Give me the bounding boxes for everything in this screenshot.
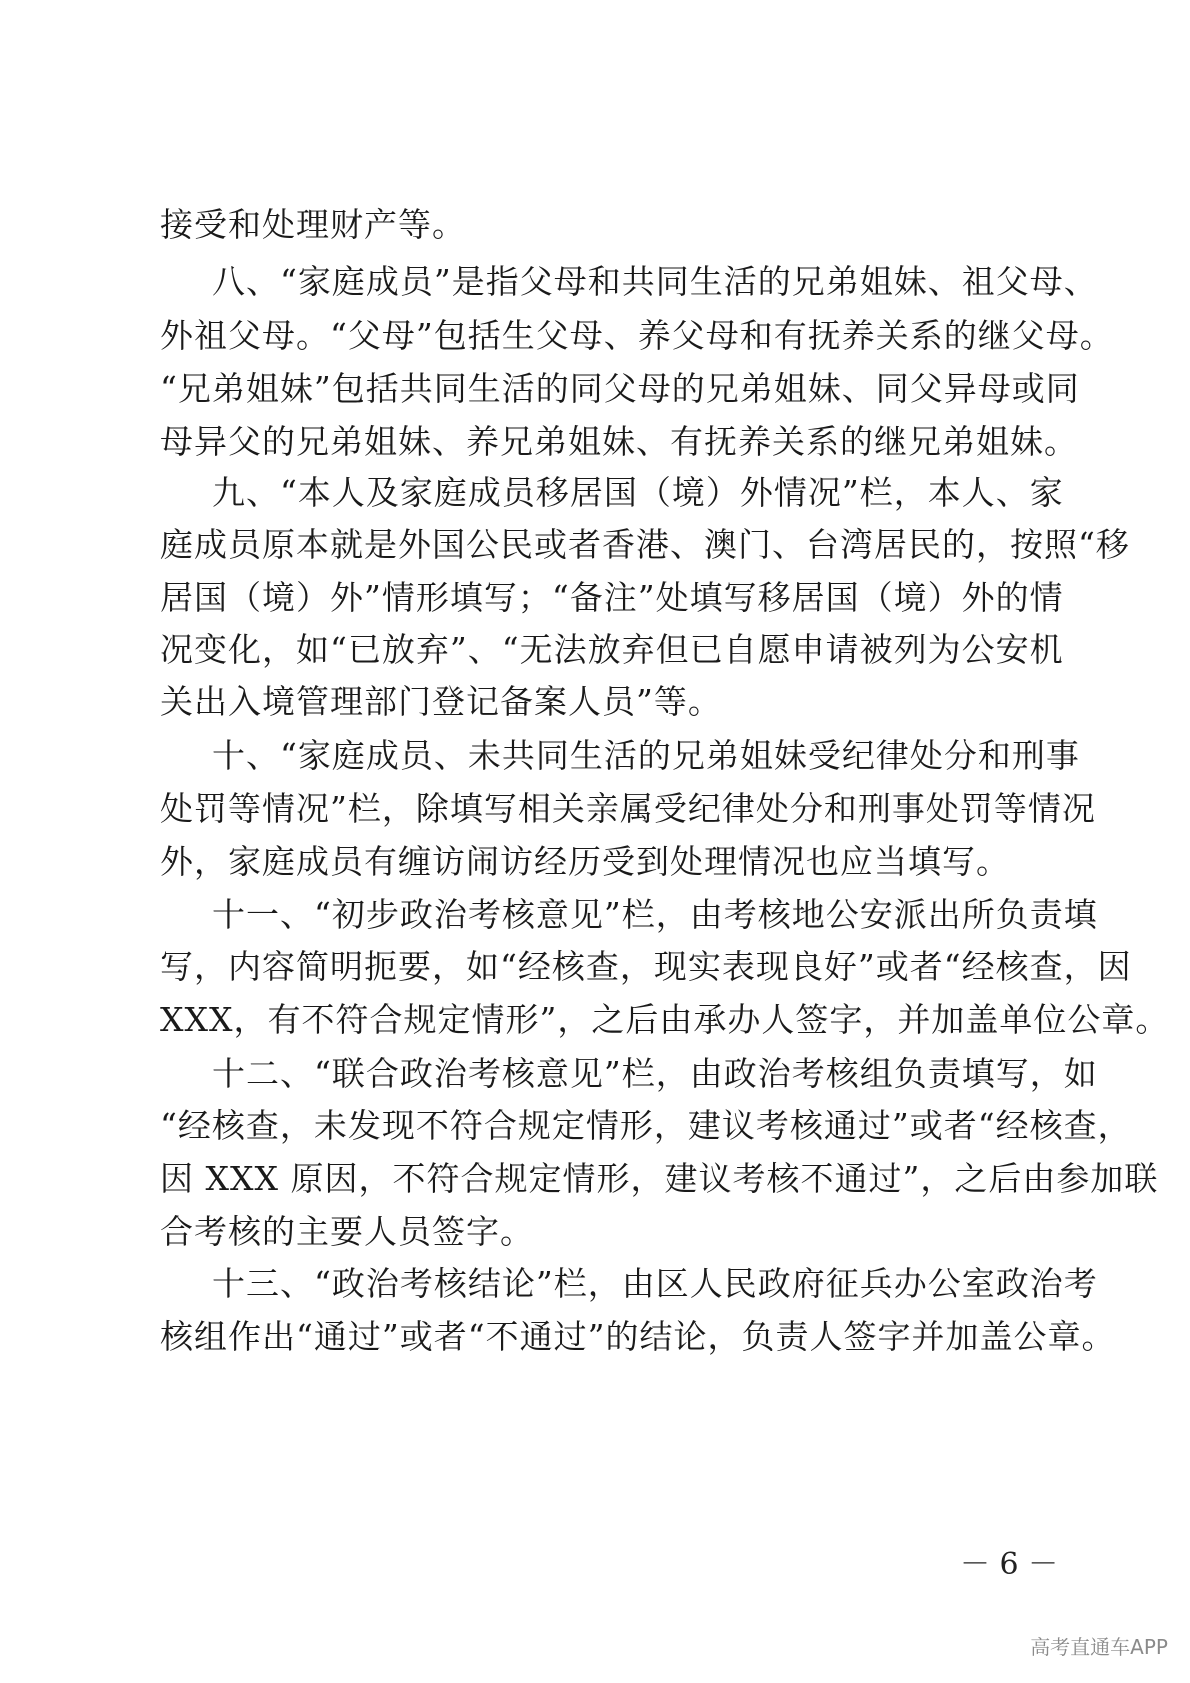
text-line: 十、“家庭成员、未共同生活的兄弟姐妹受纪律处分和刑事 — [212, 736, 1080, 775]
text-line: XXX，有不符合规定情形”，之后由承办人签字，并加盖单位公章。 — [160, 1000, 1170, 1039]
text-line: 因 XXX 原因，不符合规定情形，建议考核不通过”，之后由参加联 — [160, 1159, 1159, 1198]
text-line: 合考核的主要人员签字。 — [160, 1212, 534, 1251]
text-line: “经核查，未发现不符合规定情形，建议考核通过”或者“经核查， — [160, 1106, 1132, 1145]
text-line: 写，内容简明扼要，如“经核查，现实表现良好”或者“经核查，因 — [160, 947, 1132, 986]
text-line: 外，家庭成员有缠访闹访经历受到处理情况也应当填写。 — [160, 842, 1010, 881]
text-line: 外祖父母。“父母”包括生父母、养父母和有抚养关系的继父母。 — [160, 316, 1114, 355]
text-line: 接受和处理财产等。 — [160, 205, 466, 244]
text-line: 处罚等情况”栏，除填写相关亲属受纪律处分和刑事处罚等情况 — [160, 789, 1096, 828]
text-line: “兄弟姐妹”包括共同生活的同父母的兄弟姐妹、同父异母或同 — [160, 369, 1080, 408]
text-line: 关出入境管理部门登记备案人员”等。 — [160, 682, 722, 721]
text-line: 十三、“政治考核结论”栏，由区人民政府征兵办公室政治考 — [212, 1264, 1098, 1303]
text-line: 况变化，如“已放弃”、“无法放弃但已自愿申请被列为公安机 — [160, 630, 1064, 669]
text-line: 庭成员原本就是外国公民或者香港、澳门、台湾居民的，按照“移 — [160, 525, 1130, 564]
text-line: 核组作出“通过”或者“不通过”的结论，负责人签字并加盖公章。 — [160, 1317, 1116, 1356]
page-number: － 6 － — [960, 1547, 1059, 1582]
text-line: 十一、“初步政治考核意见”栏，由考核地公安派出所负责填 — [212, 895, 1098, 934]
text-line: 十二、“联合政治考核意见”栏，由政治考核组负责填写，如 — [212, 1054, 1098, 1093]
text-line: 九、“本人及家庭成员移居国（境）外情况”栏，本人、家 — [212, 473, 1064, 512]
text-line: 居国（境）外”情形填写；“备注”处填写移居国（境）外的情 — [160, 578, 1064, 617]
watermark: 高考直通车APP — [1030, 1635, 1168, 1659]
text-line: 母异父的兄弟姐妹、养兄弟姐妹、有抚养关系的继兄弟姐妹。 — [160, 422, 1078, 461]
text-line: 八、“家庭成员”是指父母和共同生活的兄弟姐妹、祖父母、 — [212, 262, 1098, 301]
